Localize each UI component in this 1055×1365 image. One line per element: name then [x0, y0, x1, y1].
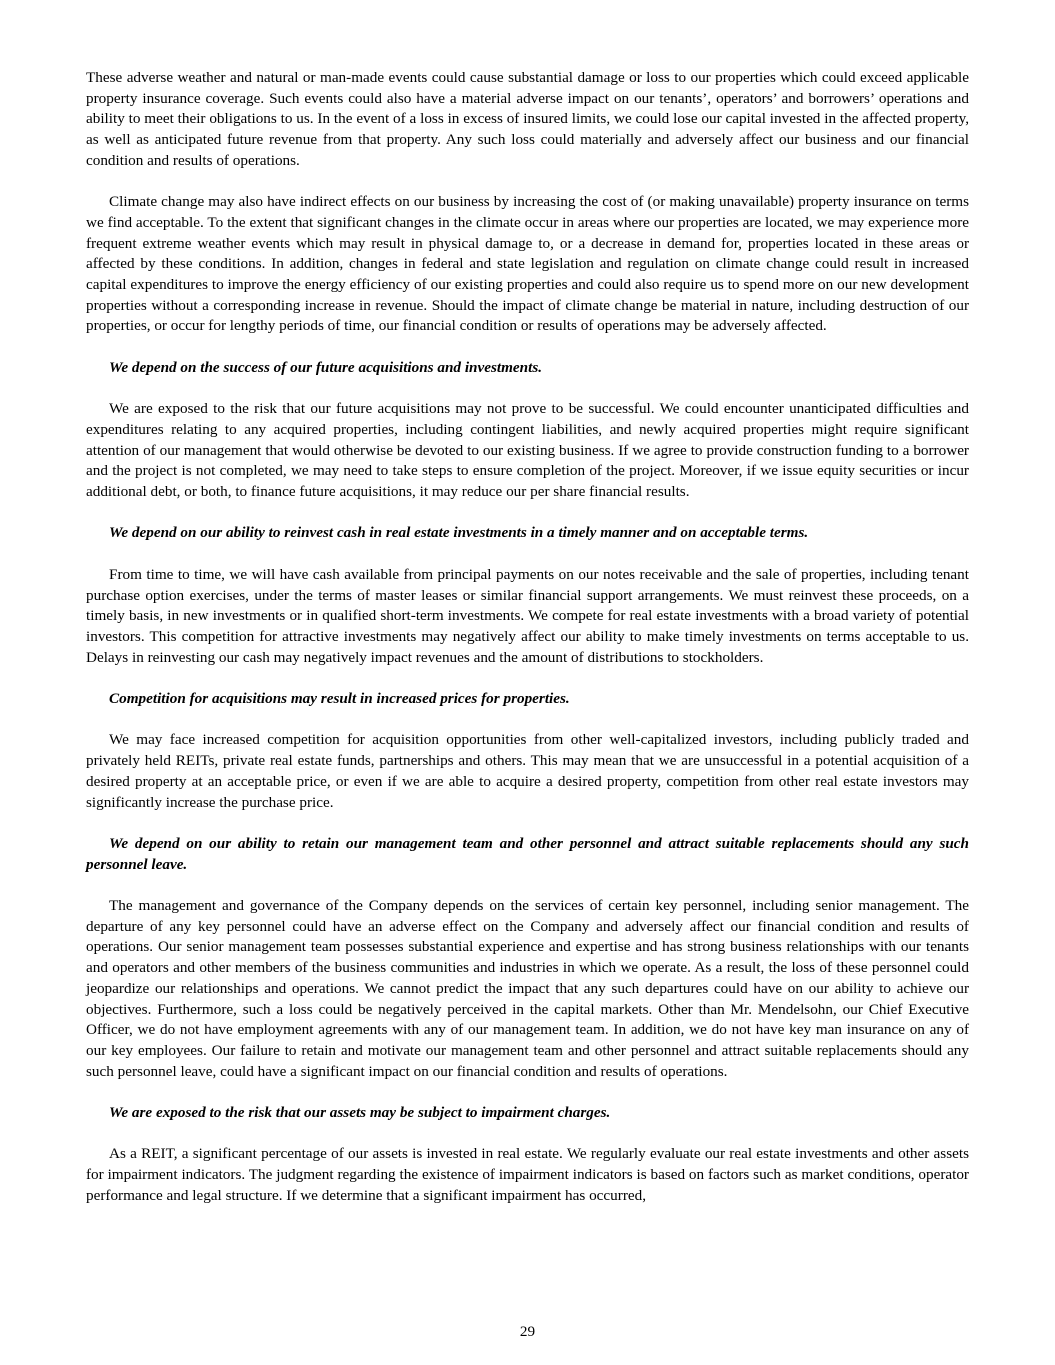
paragraph-impairment: As a REIT, a significant percentage of our assets is invested in real estate. We regularly evaluate our real estate investments and other assets for impairment indicators. The judgment regarding the existence of impairment indicators is based on factors such as market conditions, operator performance and legal structure. If we determine that a significant impairment has occurred,	[86, 1145, 969, 1204]
heading-acquisitions-success: We depend on the success of our future acquisitions and investments.	[109, 358, 543, 376]
paragraph-competition: We may face increased competition for acquisition opportunities from other well-capitalized investors, including publicly traded and privately held REITs, private real estate funds, partnerships and others. This may mean that we are unsuccessful in a potential acquisition of a desired property at an acceptable price, or even if we are able to acquire a desired property, competition from other real estate investors may significantly increase the purchase price.	[86, 731, 969, 811]
heading-management-team: We depend on our ability to retain our management team and other personnel and attract suitable replacements should any such personnel leave.	[86, 834, 969, 873]
heading-competition: Competition for acquisitions may result in increased prices for properties.	[109, 690, 570, 707]
heading-impairment: We are exposed to the risk that our assets may be subject to impairment charges.	[109, 1104, 611, 1121]
document-page	[86, 68, 969, 1207]
page-number: 29	[519, 1323, 536, 1340]
paragraph-management-team: The management and governance of the Company depends on the services of certain key personnel, including senior management. The departure of any key personnel could have an adverse effect on the Company and adversely affect our financial condition and results of operations. Our senior management team possesses substantial experience and expertise and has strong business relationships with our tenants and operators and other members of the business communities and industries in which we operate. As a result, the loss of these personnel could jeopardize our relationships and operations. We cannot predict the impact that any such departures could have on our ability to achieve our objectives. Furthermore, such a loss could be negatively perceived in the capital markets. Other than Mr. Mendelsohn, our Chief Executive Officer, we do not have employment agreements with any of our management team. In addition, we do not have key man insurance on any of our key employees. Our failure to retain and motivate our management team and other personnel and attract suitable replacements should any such personnel leave, could have a significant impact on our financial condition and results of operations.	[86, 896, 969, 1080]
paragraph-weather-events: These adverse weather and natural or man-made events could cause substantial damage or loss to our properties which could exceed applicable property insurance coverage. Such events could also have a material adverse impact on our tenants’, operators’ and borrowers’ operations and ability to meet their obligations to us. In the event of a loss in excess of insured limits, we could lose our capital invested in the affected property, as well as anticipated future revenue from that property. Any such loss could materially and adversely affect our business and our financial condition and results of operations.	[86, 69, 969, 169]
heading-reinvest-cash: We depend on our ability to reinvest cash in real estate investments in a timely manner and on acceptable terms.	[109, 524, 809, 542]
paragraph-acquisitions-risk: We are exposed to the risk that our future acquisitions may not prove to be successful. We could encounter unanticipated difficulties and expenditures relating to any acquired properties, including contingent liabilities, and newly acquired properties might require significant attention of our management that would otherwise be devoted to our existing business. If we agree to provide construction funding to a borrower and the project is not completed, we may need to take steps to ensure completion of the project. Moreover, if we issue equity securities or incur additional debt, or both, to finance future acquisitions, it may reduce our per share financial results.	[86, 400, 969, 501]
paragraph-climate-change: Climate change may also have indirect effects on our business by increasing the cost of (or making unavailable) property insurance on terms we find acceptable. To the extent that significant changes in the climate occur in areas where our properties are located, we may experience more frequent extreme weather events which may result in physical damage to, or a decrease in demand for, properties located in these areas or affected by these conditions. In addition, changes in federal and state legislation and regulation on climate change could result in increased capital expenditures to improve the energy efficiency of our existing properties and could also require us to spend more on our new development properties without a corresponding increase in revenue. Should the impact of climate change be material in nature, including destruction of our properties, or occur for lengthy periods of time, our financial condition or results of operations may be adversely affected.	[86, 193, 969, 335]
paragraph-reinvest-cash: From time to time, we will have cash available from principal payments on our notes receivable and the sale of properties, including tenant purchase option exercises, under the terms of master leases or similar financial support arrangements. We must reinvest these proceeds, on a timely basis, in new investments or in qualified short-term investments. We compete for real estate investments with a broad variety of potential investors. This competition for attractive investments may negatively affect our ability to make timely investments on terms acceptable to us. Delays in reinvesting our cash may negatively impact revenues and the amount of distributions to stockholders.	[86, 565, 969, 666]
